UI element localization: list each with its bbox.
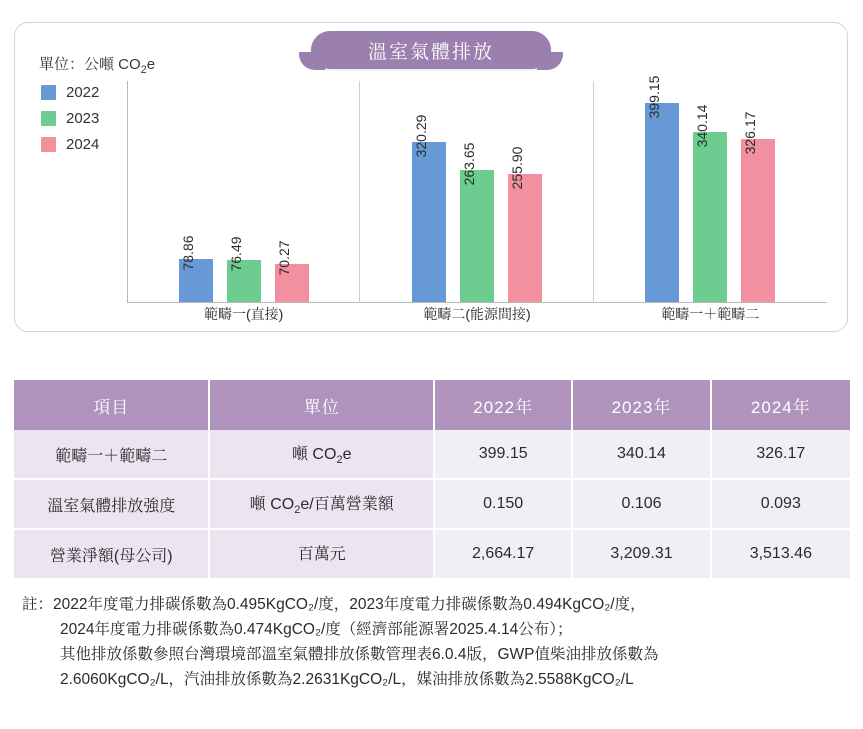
bar-rect	[693, 132, 727, 302]
bar-value-scope2-2022: 320.29	[412, 114, 429, 158]
row-unit-intensity	[210, 480, 435, 530]
legend-label-2023: 2023	[66, 109, 100, 127]
legend-item-2024	[41, 133, 99, 155]
bar-value-scope2-2024: 255.90	[508, 146, 525, 190]
bar-total-2022	[645, 75, 679, 302]
chart-title: 溫室氣體排放	[311, 31, 551, 69]
table-header-item: 項目	[14, 380, 210, 430]
footnote-line-3: 其他排放係數參照台灣環境部溫室氣體排放係數管理表6.0.4版，GWP值柴油排放係數為	[60, 646, 659, 663]
row-total-2023: 340.14	[573, 430, 711, 480]
bar-rect	[460, 170, 494, 302]
table-header-2022: 2022年	[435, 380, 573, 430]
row-total-2024: 326.17	[712, 430, 850, 480]
bar-total-2024	[741, 111, 775, 302]
bar-value-total-2023: 340.14	[694, 104, 711, 148]
footnote-line-1: 註：2022年度電力排碳係數為0.495KgCO₂/度，2023年度電力排碳係數為0.494KgCO₂/度，	[22, 596, 646, 613]
unit-post: e/百萬營業額	[300, 496, 394, 514]
x-axis-line	[127, 302, 827, 303]
bar-group-scope2	[360, 53, 593, 302]
table-header-2023: 2023年	[573, 380, 711, 430]
legend-swatch-2024	[41, 137, 56, 152]
footnote-line-4: 2.6060KgCO₂/L，汽油排放係數為2.2631KgCO₂/L，媒油排放係數為2.5588KgCO₂/L	[60, 671, 634, 688]
x-label-total: 範疇一＋範疇二	[661, 306, 760, 322]
row-unit-revenue	[210, 530, 435, 578]
bar-value-total-2022: 399.15	[646, 75, 663, 119]
x-axis-category-labels	[127, 304, 827, 324]
chart-unit-subscript: 2	[140, 64, 147, 76]
row-label-intensity: 溫室氣體排放強度	[14, 480, 210, 530]
table-header-unit: 單位	[210, 380, 435, 430]
row-intensity-2023: 0.106	[573, 480, 711, 530]
bar-scope2-2024	[508, 146, 542, 302]
bar-rect	[508, 174, 542, 302]
bar-total-2023	[693, 104, 727, 302]
table-row	[14, 430, 850, 480]
row-intensity-2024: 0.093	[712, 480, 850, 530]
row-revenue-2022: 2,664.17	[435, 530, 573, 578]
bar-value-scope2-2023: 263.65	[460, 142, 477, 186]
row-label-total: 範疇一＋範疇二	[14, 430, 210, 480]
ghg-summary-table	[14, 380, 850, 578]
bar-scope2-2022	[412, 114, 446, 302]
unit-pre: 百萬元	[297, 546, 346, 564]
chart-unit-text: 單位：公噸 CO	[39, 56, 141, 73]
bar-scope2-2023	[460, 142, 494, 302]
legend-label-2022: 2022	[66, 83, 100, 101]
chart-unit-suffix: e	[146, 56, 156, 73]
bar-rect	[645, 103, 679, 302]
row-total-2022: 399.15	[435, 430, 573, 480]
bar-group-total	[594, 53, 827, 302]
legend-swatch-2022	[41, 85, 56, 100]
legend-swatch-2023	[41, 111, 56, 126]
bar-rect	[412, 142, 446, 302]
table-header-2024: 2024年	[712, 380, 850, 430]
unit-sub: 2	[336, 454, 343, 467]
ghg-emission-chart-card	[14, 22, 848, 332]
bar-scope1-2023	[227, 236, 261, 302]
bar-value-scope1-2022: 78.86	[179, 235, 196, 271]
ghg-summary-table-wrap	[14, 380, 850, 578]
table-row	[14, 480, 850, 530]
unit-sub: 2	[294, 504, 301, 517]
table-header-row	[14, 380, 850, 430]
bar-value-scope1-2024: 70.27	[275, 240, 292, 276]
legend-label-2024: 2024	[66, 135, 100, 153]
x-label-scope1: 範疇一(直接)	[204, 306, 284, 322]
bar-value-total-2024: 326.17	[742, 111, 759, 155]
x-label-scope2: 範疇二(能源間接)	[423, 306, 531, 322]
footnote	[22, 592, 852, 692]
table-row	[14, 530, 850, 578]
row-intensity-2022: 0.150	[435, 480, 573, 530]
row-revenue-2023: 3,209.31	[573, 530, 711, 578]
bar-scope1-2022	[179, 235, 213, 302]
bar-group-scope1	[127, 53, 360, 302]
legend-item-2023	[41, 107, 99, 129]
bar-scope1-2024	[275, 240, 309, 302]
footnote-line-2: 2024年度電力排碳係數為0.474KgCO₂/度（經濟部能源署2025.4.14公布）；	[60, 621, 573, 638]
bar-rect	[741, 139, 775, 302]
legend-item-2022	[41, 81, 99, 103]
row-label-revenue: 營業淨額(母公司)	[14, 530, 210, 578]
row-unit-total	[210, 430, 435, 480]
unit-pre: 噸 CO	[249, 496, 295, 514]
bar-groups	[127, 53, 827, 302]
chart-plot-area	[127, 53, 827, 322]
unit-pre: 噸 CO	[291, 446, 337, 464]
bar-value-scope1-2023: 76.49	[227, 236, 244, 272]
row-revenue-2024: 3,513.46	[712, 530, 850, 578]
unit-post: e	[342, 446, 352, 464]
chart-legend	[41, 81, 99, 159]
